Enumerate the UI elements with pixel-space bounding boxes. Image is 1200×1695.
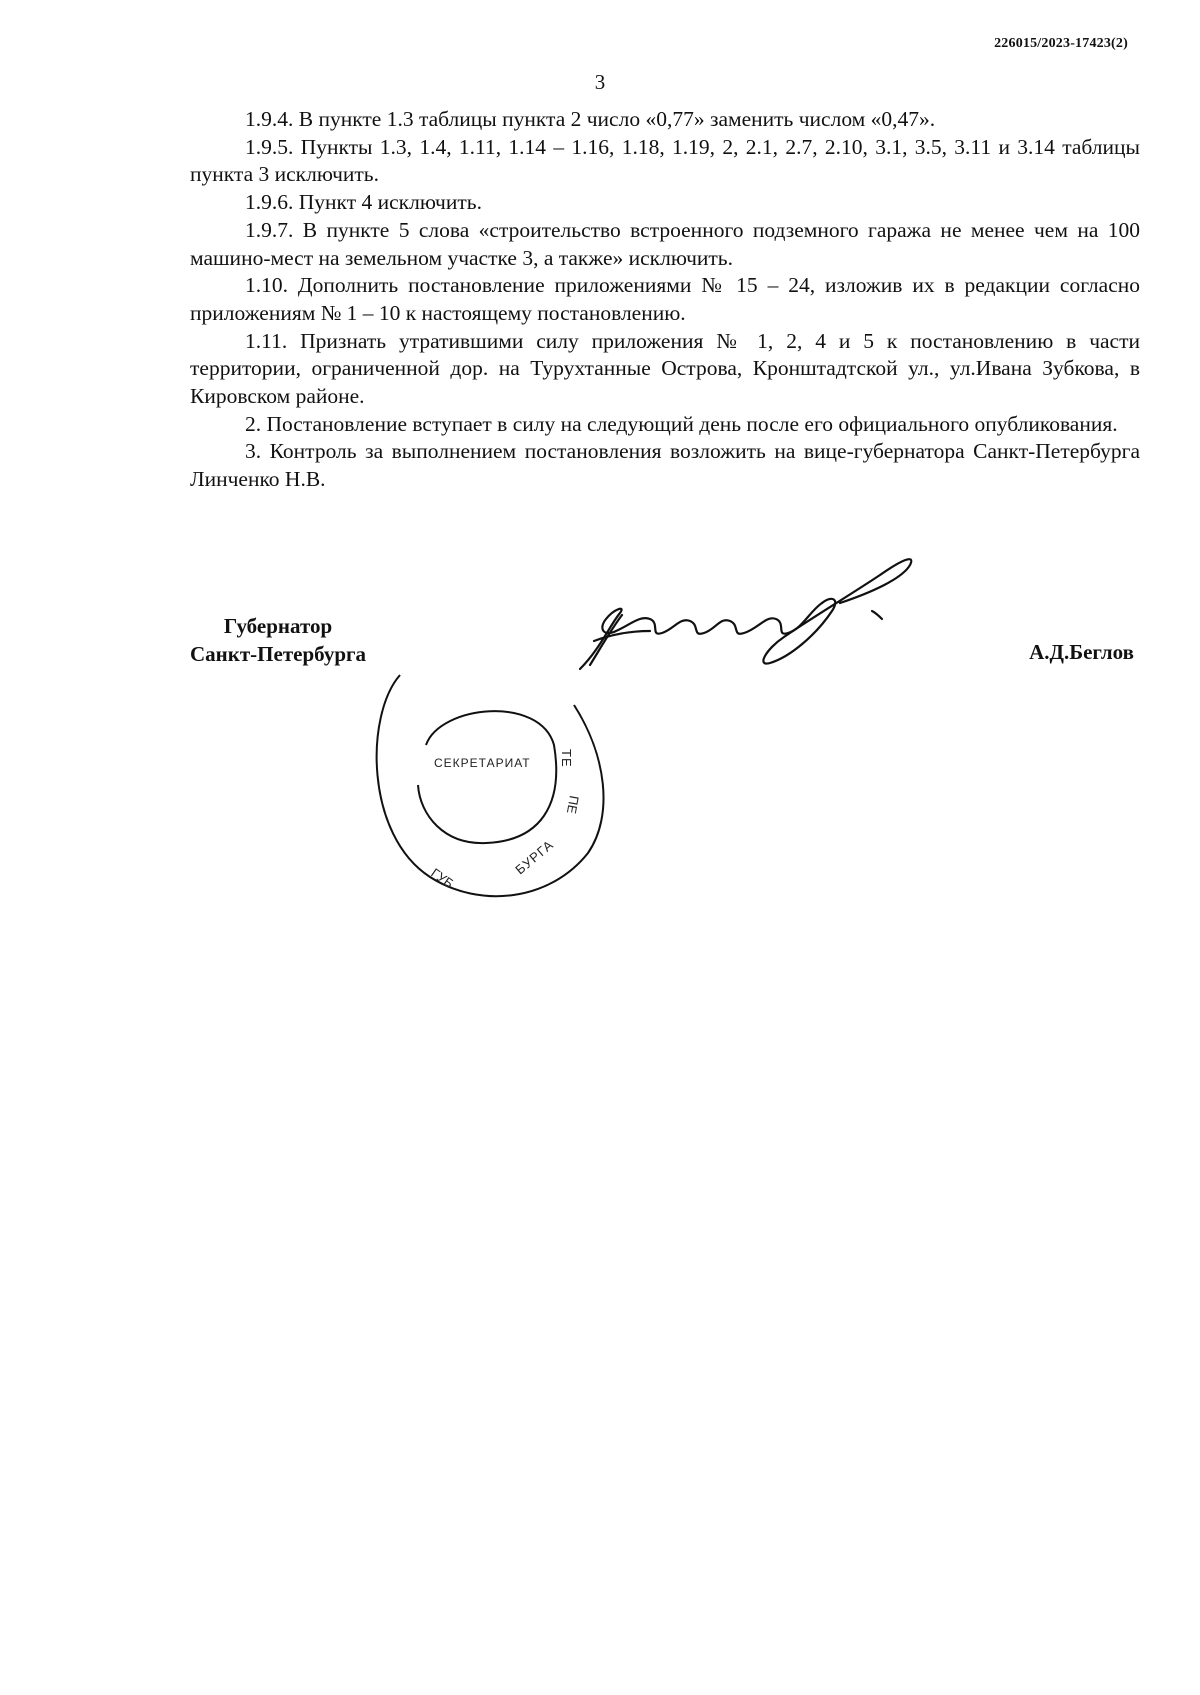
paragraph-2: 2. Постановление вступает в силу на следующий день после его официального опубликования. <box>245 411 1118 436</box>
paragraph-1-9-4: 1.9.4. В пункте 1.3 таблицы пункта 2 число «0,77» заменить числом «0,47». <box>245 107 936 131</box>
paragraph-1-9-5: 1.9.5. Пункты 1.3, 1.4, 1.11, 1.14 – 1.16, 1.18, 1.19, 2, 2.1, 2.7, 2.10, 3.1, 3.5, 3.11 и 3.14 таблицы пункта 3 исключить. <box>190 134 1140 187</box>
svg-text:ТЕ: ТЕ <box>559 749 574 768</box>
paragraph-1-9-6: 1.9.6. Пункт 4 исключить. <box>245 190 482 215</box>
signer-title-line1: Губернатор <box>223 614 333 638</box>
svg-text:ГУБ: ГУБ <box>428 865 457 892</box>
svg-text:ПЕ: ПЕ <box>563 794 582 815</box>
document-number: 226015/2023-17423(2) <box>994 36 1128 51</box>
paragraph-1-10: 1.10. Дополнить постановление приложениями № 15 – 24, изложив их в редакции согласно приложениям № 1 – 10 к настоящему постановлению. <box>190 273 1140 325</box>
signer-title <box>190 612 366 668</box>
page-number: 3 <box>594 70 606 94</box>
paragraph-1-11: 1.11. Признать утратившими силу приложения № 1, 2, 4 и 5 к постановлению в части территории, ограниченной дор. на Турухтанные Острова, Кронштадтской ул., ул.Ивана Зубкова, в Кировском районе. <box>190 328 1140 409</box>
official-stamp <box>370 665 610 905</box>
signer-name: А.Д.Беглов <box>1029 640 1134 664</box>
handwritten-signature <box>570 545 950 685</box>
paragraph-1-9-7: 1.9.7. В пункте 5 слова «строительство встроенного подземного гаража не менее чем на 100 машино-мест на земельном участке 3, а также» исключить. <box>190 217 1140 270</box>
document-body <box>190 106 1140 494</box>
signer-title-line2: Санкт-Петербурга <box>190 642 367 666</box>
stamp-inner-text: СЕКРЕТАРИАТ <box>434 756 531 770</box>
paragraph-3: 3. Контроль за выполнением постановления возложить на вице-губернатора Санкт-Петербурга Линченко Н.В. <box>190 439 1140 492</box>
svg-text:БУРГА: БУРГА <box>512 836 557 878</box>
